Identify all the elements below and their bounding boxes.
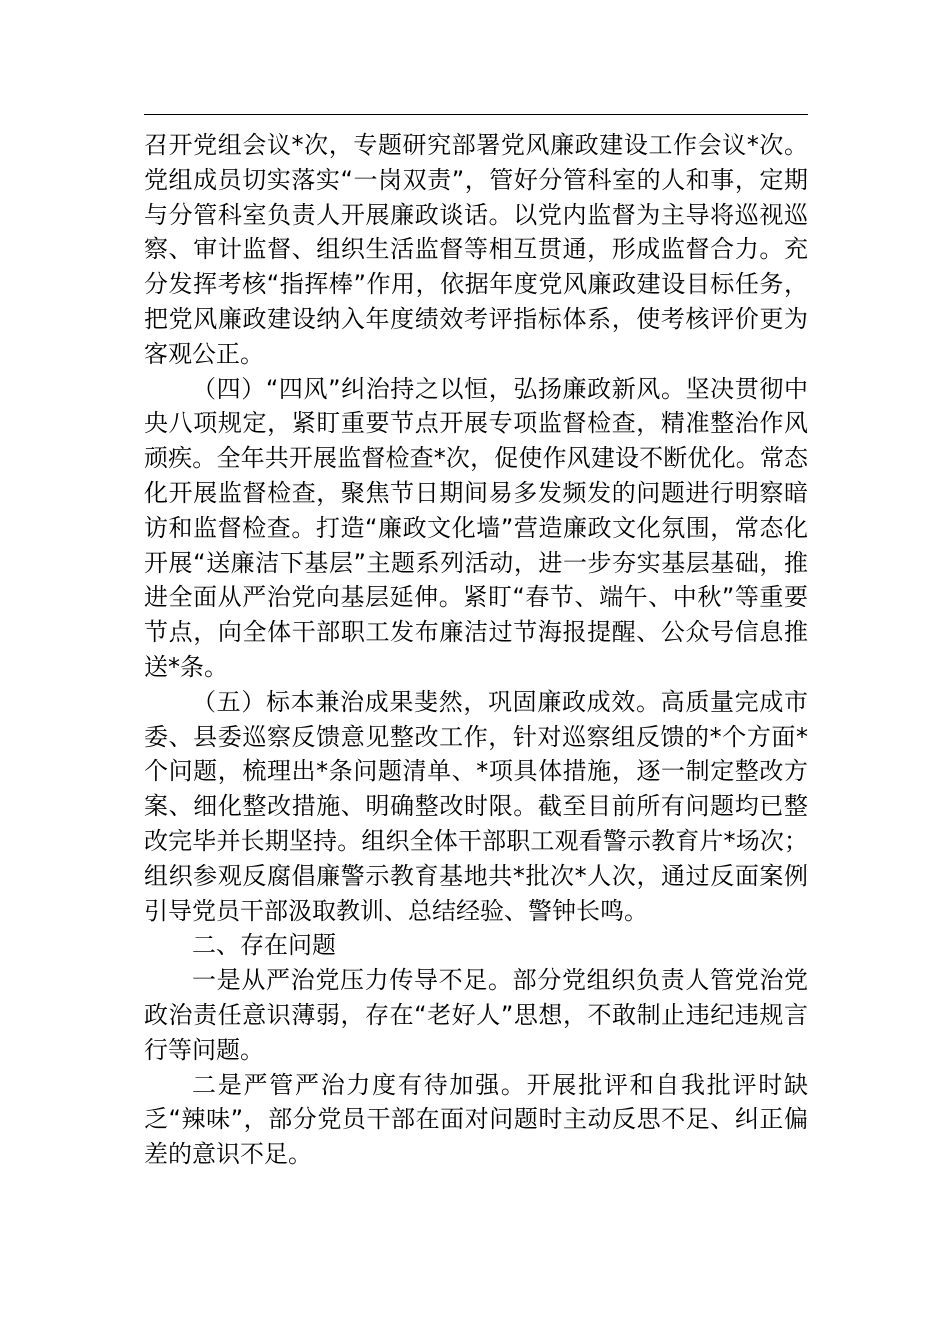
paragraph-party-meetings: 召开党组会议*次，专题研究部署党风廉政建设工作会议*次。党组成员切实落实“一岗双责”，管好分管科室的人和事，定期与分管科室负责人开展廉政谈话。以党内监督为主导将巡视巡察、审计监督、组织生活监督等相互贯通，形成监督合力。充分发挥考核“指挥棒”作用，依据年度党风廉政建设目标任务，把党风廉政建设纳入年度绩效考评指标体系，使考核评价更为客观公正。 xyxy=(144,131,808,368)
header-rule xyxy=(144,114,808,115)
section-heading-problems: 二、存在问题 xyxy=(192,931,336,960)
document-body xyxy=(144,128,808,1172)
paragraph-problem-two: 二是严管严治力度有待加强。开展批评和自我批评时缺乏“辣味”，部分党员干部在面对问题时主动反思不足、纠正偏差的意识不足。 xyxy=(144,1070,808,1169)
paragraph-rectification: （五）标本兼治成果斐然，巩固廉政成效。高质量完成市委、县委巡察反馈意见整改工作，针对巡察组反馈的*个方面*个问题，梳理出*条问题清单、*项具体措施，逐一制定整改方案、细化整改措施、明确整改时限。截至目前所有问题均已整改完毕并长期坚持。组织全体干部职工观看警示教育片*场次；组织参观反腐倡廉警示教育基地共*批次*人次，通过反面案例引导党员干部汲取教训、总结经验、警钟长鸣。 xyxy=(144,687,808,925)
paragraph-problem-one: 一是从严治党压力传导不足。部分党组织负责人管党治党政治责任意识薄弱，存在“老好人”思想，不敢制止违纪违规言行等问题。 xyxy=(144,966,808,1064)
paragraph-four-winds: （四）“四风”纠治持之以恒，弘扬廉政新风。坚决贯彻中央八项规定，紧盯重要节点开展专项监督检查，精准整治作风顽疾。全年共开展监督检查*次，促使作风建设不断优化。常态化开展监督检查，聚焦节日期间易多发频发的问题进行明察暗访和监督检查。打造“廉政文化墙”营造廉政文化氛围，常态化开展“送廉洁下基层”主题系列活动，进一步夯实基层基础，推进全面从严治党向基层延伸。紧盯“春节、端午、中秋”等重要节点，向全体干部职工发布廉洁过节海报提醒、公众号信息推送*条。 xyxy=(144,374,808,681)
